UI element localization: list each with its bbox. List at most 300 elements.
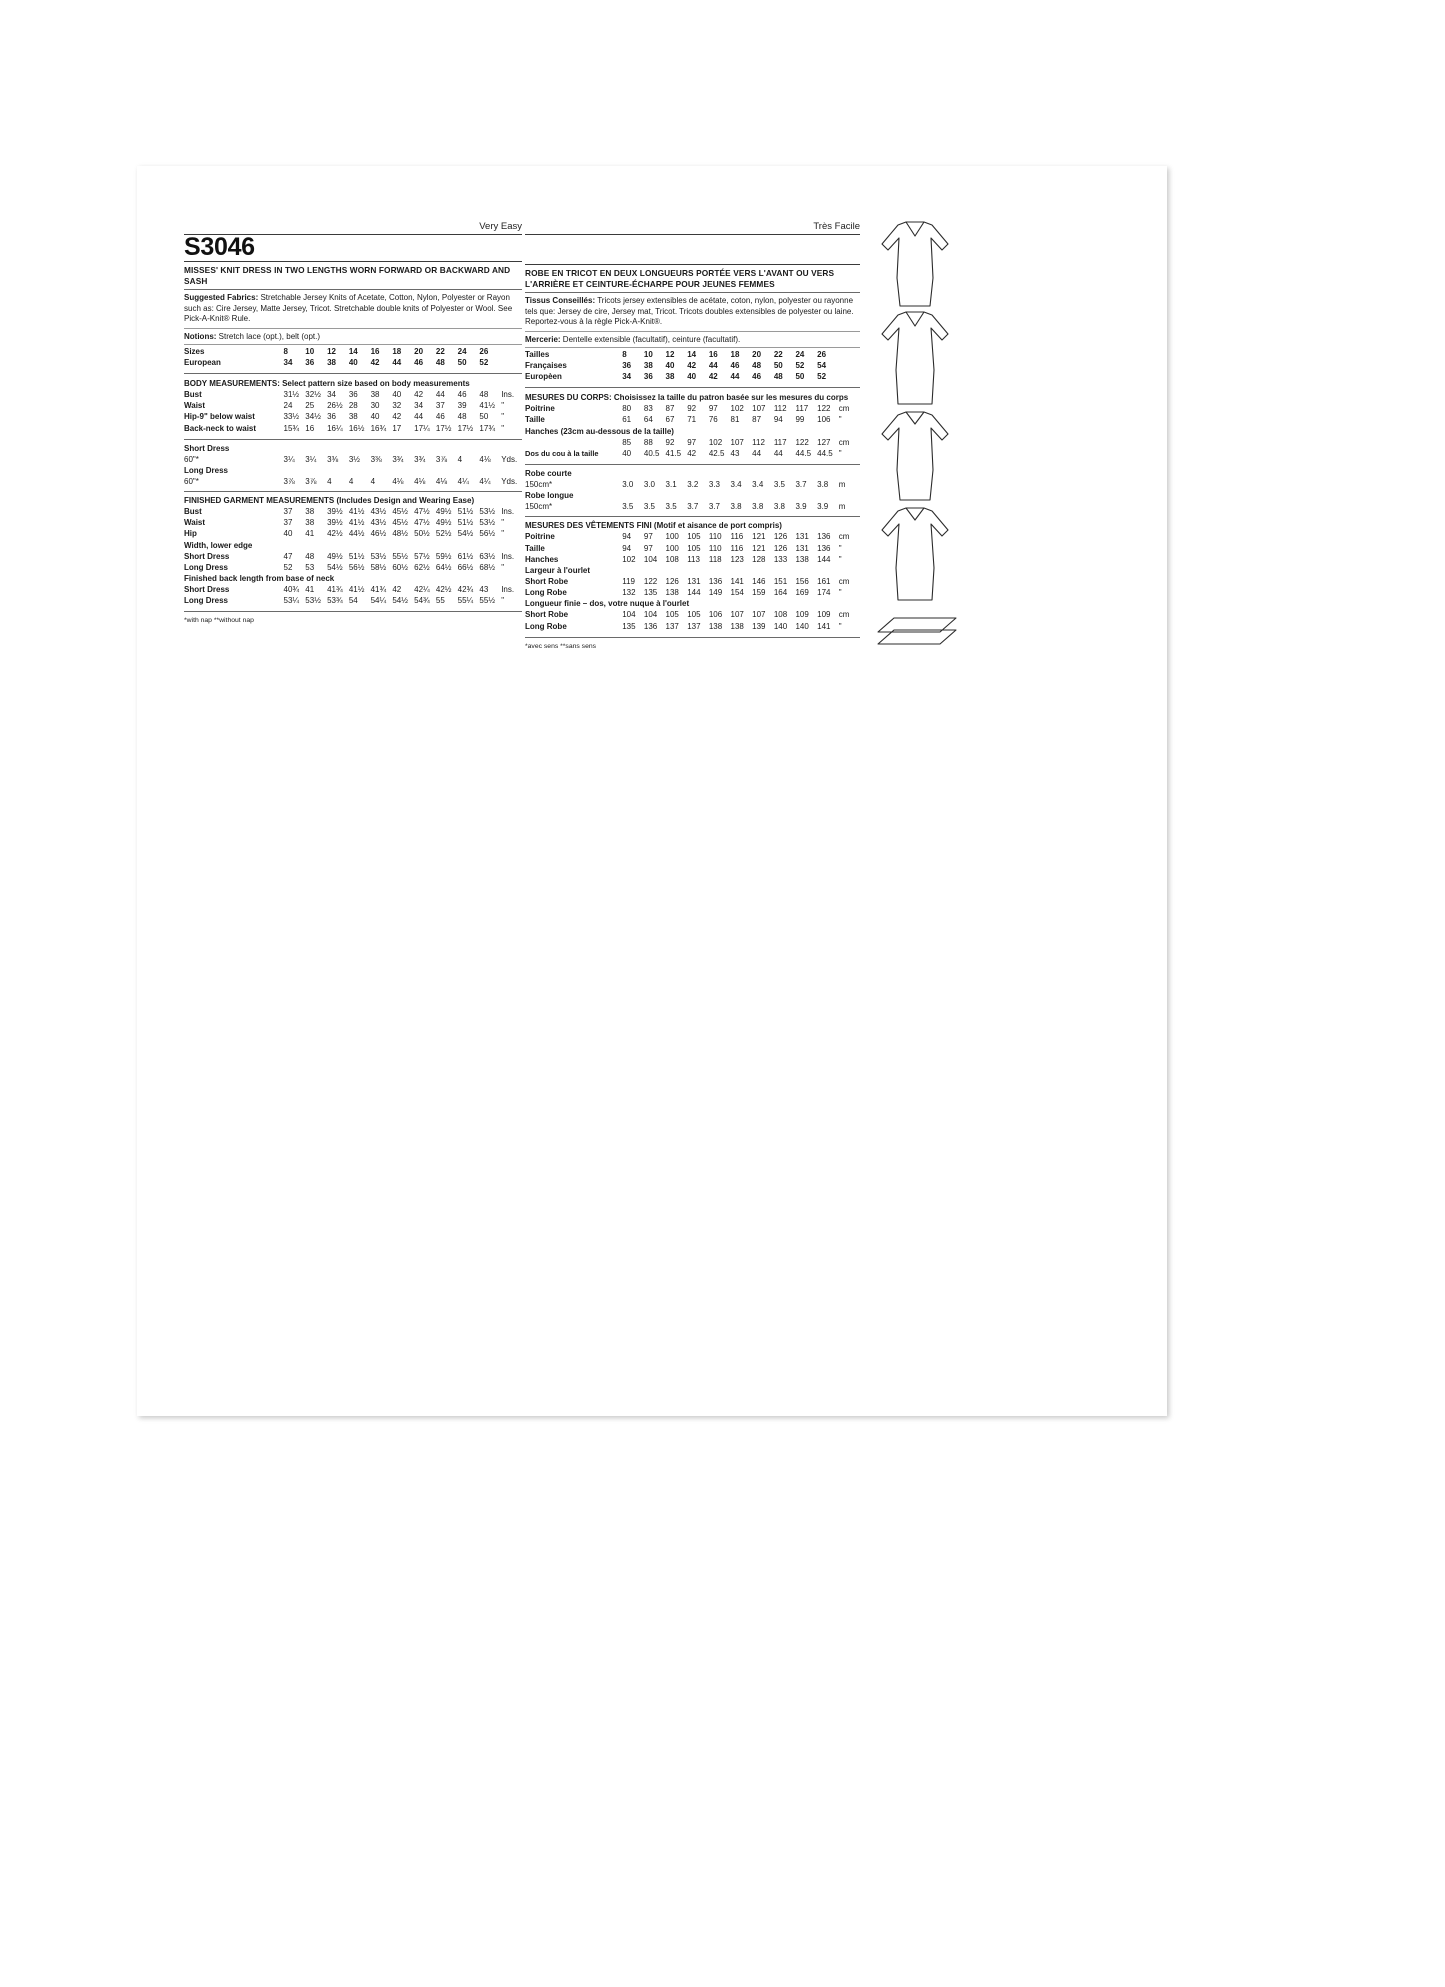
sizes-table bbox=[184, 345, 522, 367]
long-dress-front-view bbox=[876, 308, 954, 408]
body-measurements-table bbox=[184, 389, 522, 434]
french-footnote: *avec sens **sans sens bbox=[525, 637, 860, 650]
cell: 141 bbox=[730, 577, 744, 587]
cell: 116 bbox=[730, 543, 744, 553]
table-row bbox=[184, 476, 522, 487]
cell-unit: m bbox=[838, 502, 846, 512]
row-label: Tailles bbox=[525, 349, 550, 359]
cell: 138 bbox=[665, 588, 679, 598]
cell: 3.8 bbox=[817, 480, 829, 490]
cell: 26 bbox=[479, 346, 489, 356]
table-row bbox=[525, 587, 860, 598]
cell: 46 bbox=[752, 371, 762, 381]
cell: 123 bbox=[730, 554, 744, 564]
cell: 54 bbox=[817, 360, 827, 370]
cell: 51½ bbox=[348, 551, 365, 561]
cell: 30 bbox=[370, 401, 380, 411]
cell: 3¾ bbox=[414, 454, 426, 464]
cell: 42 bbox=[687, 360, 697, 370]
cell: 102 bbox=[708, 437, 723, 447]
cell: 100 bbox=[665, 532, 679, 542]
cell: 87 bbox=[752, 415, 762, 425]
cell: 87 bbox=[665, 404, 675, 414]
cell: 135 bbox=[622, 621, 636, 631]
cell-unit bbox=[501, 345, 522, 356]
cell: 105 bbox=[687, 610, 701, 620]
cell: 54¼ bbox=[370, 596, 387, 606]
cell-unit: Ins. bbox=[501, 585, 515, 595]
cell: 38 bbox=[370, 389, 380, 399]
cell: 127 bbox=[817, 437, 831, 447]
cell: 48 bbox=[435, 357, 445, 367]
tissus-text: Tricots jersey extensibles de acétate, coton, nylon, polyester ou rayonne tels que: Jersey de cire, Jersey mat, Tricot. Tricots doubles extensibles de polyester ou laine. Reportez-vous à la règle Pick-A-Knit®. bbox=[525, 296, 854, 327]
cell: 3¼ bbox=[305, 454, 317, 464]
cell: 68½ bbox=[479, 562, 495, 572]
cell: 41½ bbox=[479, 401, 495, 411]
mesures-corps-table bbox=[525, 403, 860, 459]
cell: 40 bbox=[665, 360, 675, 370]
cell: 132 bbox=[622, 588, 636, 598]
english-subtitle: MISSES' KNIT DRESS IN TWO LENGTHS WORN FORWARD OR BACKWARD AND SASH bbox=[184, 262, 522, 290]
cell: 118 bbox=[708, 554, 722, 564]
cell: 102 bbox=[730, 404, 744, 414]
finished-measurements-table bbox=[184, 506, 522, 540]
notions-label: Notions: bbox=[184, 331, 217, 341]
cell: 3⅞ bbox=[283, 476, 295, 486]
cell: 26½ bbox=[327, 401, 343, 411]
cell: 104 bbox=[643, 610, 658, 620]
metrage-table-longue bbox=[525, 501, 860, 512]
cell: 97 bbox=[643, 532, 653, 542]
cell: 4 bbox=[327, 476, 332, 486]
cell: 46½ bbox=[370, 529, 387, 539]
cell: 41¾ bbox=[327, 585, 343, 595]
cell: 18 bbox=[730, 349, 740, 359]
cell: 36 bbox=[305, 357, 315, 367]
cell: 106 bbox=[817, 415, 831, 425]
row-label: Dos du cou à la taille bbox=[525, 448, 599, 458]
cell: 94 bbox=[773, 415, 783, 425]
cell: 14 bbox=[687, 349, 697, 359]
mesures-vetements-table bbox=[525, 531, 860, 565]
body-measurements-section bbox=[184, 373, 522, 434]
yardage-section bbox=[184, 439, 522, 487]
table-row bbox=[525, 576, 860, 587]
cell: 119 bbox=[622, 577, 635, 587]
cell: 107 bbox=[752, 610, 766, 620]
cell: 88 bbox=[643, 437, 653, 447]
cell-unit bbox=[839, 348, 860, 359]
cell: 94 bbox=[622, 532, 632, 542]
cell: 3¾ bbox=[392, 454, 404, 464]
cell: 15¾ bbox=[283, 423, 300, 433]
cell: 52½ bbox=[435, 529, 452, 539]
cell: 57½ bbox=[414, 551, 430, 561]
cell: 32½ bbox=[305, 389, 321, 399]
row-label: Short Robe bbox=[525, 577, 569, 587]
cell: 25 bbox=[305, 401, 315, 411]
cell: 67 bbox=[665, 415, 675, 425]
row-label: Long Robe bbox=[525, 588, 567, 598]
sash-view bbox=[874, 610, 960, 650]
cell: 40 bbox=[370, 412, 380, 422]
cell: 40 bbox=[348, 357, 358, 367]
cell: 61½ bbox=[457, 551, 474, 561]
cell: 3⅞ bbox=[435, 454, 448, 464]
cell: 4⅛ bbox=[435, 476, 448, 486]
row-label: Long Dress bbox=[184, 596, 229, 606]
cell: 43½ bbox=[370, 507, 387, 517]
metrage-section bbox=[525, 464, 860, 512]
cell: 105 bbox=[665, 610, 679, 620]
cell: 3.5 bbox=[665, 502, 677, 512]
cell: 24 bbox=[457, 346, 467, 356]
cell: 133 bbox=[773, 554, 788, 564]
row-label: Hip bbox=[184, 529, 197, 539]
cell: 8 bbox=[283, 346, 288, 356]
cell: 55½ bbox=[479, 596, 495, 606]
cell: 154 bbox=[730, 588, 744, 598]
cell: 128 bbox=[752, 554, 766, 564]
cell: 10 bbox=[643, 349, 653, 359]
cell: 122 bbox=[643, 577, 658, 587]
table-row-european bbox=[184, 357, 522, 368]
cell: 100 bbox=[665, 543, 679, 553]
cell: 50 bbox=[773, 360, 783, 370]
cell: 37 bbox=[283, 518, 293, 528]
notions-text: Stretch lace (opt.), belt (opt.) bbox=[216, 331, 321, 341]
cell: 48 bbox=[479, 389, 489, 399]
cell: 3.9 bbox=[817, 502, 829, 512]
cell: 64½ bbox=[435, 562, 452, 572]
cell: 34 bbox=[327, 389, 336, 399]
table-row bbox=[184, 517, 522, 528]
english-column bbox=[184, 218, 522, 624]
table-row bbox=[184, 595, 522, 606]
yardage-group-long: Long Dress bbox=[184, 465, 229, 475]
cell: 3.2 bbox=[687, 480, 699, 490]
cell: 16 bbox=[305, 423, 315, 433]
table-row-europeen bbox=[525, 371, 860, 382]
cell: 156 bbox=[795, 577, 809, 587]
cell: 126 bbox=[773, 543, 788, 553]
cell: 16¼ bbox=[327, 423, 343, 433]
table-row bbox=[184, 528, 522, 539]
cell: 42 bbox=[392, 585, 402, 595]
cell: 81 bbox=[730, 415, 740, 425]
cell: 3½ bbox=[348, 454, 360, 464]
cell: 42 bbox=[687, 448, 697, 458]
cell: 42 bbox=[370, 357, 380, 367]
row-label: Short Robe bbox=[525, 610, 569, 620]
tailles-table bbox=[525, 348, 860, 382]
mercerie-text: Dentelle extensible (facultatif), ceinture (facultatif). bbox=[560, 334, 741, 344]
cell: 52 bbox=[479, 357, 489, 367]
table-row bbox=[525, 501, 860, 512]
table-row bbox=[184, 400, 522, 411]
cell: 109 bbox=[817, 610, 831, 620]
cell: 122 bbox=[795, 437, 809, 447]
cell: 3.3 bbox=[708, 480, 720, 490]
cell: 36 bbox=[348, 389, 358, 399]
cell: 54½ bbox=[457, 529, 474, 539]
cell-unit: " bbox=[501, 412, 505, 422]
cell: 36 bbox=[643, 371, 653, 381]
cell: 16 bbox=[708, 349, 718, 359]
cell: 22 bbox=[773, 349, 783, 359]
cell: 40 bbox=[622, 448, 632, 458]
cell: 144 bbox=[687, 588, 701, 598]
cell: 42½ bbox=[435, 585, 452, 595]
cell: 109 bbox=[795, 610, 809, 620]
cell-unit: " bbox=[501, 401, 505, 411]
cell: 43 bbox=[730, 448, 740, 458]
cell: 4⅛ bbox=[479, 454, 491, 464]
cell: 107 bbox=[730, 610, 744, 620]
cell: 47 bbox=[283, 551, 293, 561]
cell: 44½ bbox=[348, 529, 365, 539]
cell: 37 bbox=[283, 507, 293, 517]
cell: 117 bbox=[773, 437, 787, 447]
cell: 122 bbox=[817, 404, 831, 414]
cell: 31½ bbox=[283, 389, 300, 399]
cell-unit: cm bbox=[838, 532, 850, 542]
cell: 80 bbox=[622, 404, 632, 414]
cell: 50 bbox=[479, 412, 489, 422]
cell: 46 bbox=[730, 360, 740, 370]
table-row bbox=[525, 543, 860, 554]
cell: 3.5 bbox=[643, 502, 655, 512]
cell: 3.8 bbox=[773, 502, 785, 512]
cell: 51½ bbox=[457, 507, 474, 517]
cell: 71 bbox=[687, 415, 697, 425]
cell: 17½ bbox=[435, 423, 452, 433]
cell: 44 bbox=[730, 371, 740, 381]
row-label: European bbox=[184, 357, 221, 367]
cell: 41 bbox=[305, 529, 315, 539]
back-length-table bbox=[184, 584, 522, 606]
cell: 62½ bbox=[414, 562, 430, 572]
cell: 40.5 bbox=[643, 448, 660, 458]
cell: 53¾ bbox=[327, 596, 343, 606]
cell: 16 bbox=[370, 346, 380, 356]
cell-unit: cm bbox=[838, 577, 850, 587]
table-row bbox=[184, 389, 522, 400]
cell: 136 bbox=[643, 621, 658, 631]
table-row bbox=[525, 531, 860, 542]
cell: 4¼ bbox=[479, 476, 491, 486]
longueur-finie-table bbox=[525, 609, 860, 631]
difficulty-label-fr: Très Facile bbox=[813, 221, 860, 232]
french-difficulty-row bbox=[525, 218, 860, 235]
cell: 48½ bbox=[392, 529, 408, 539]
cell: 14 bbox=[348, 346, 358, 356]
cell: 38 bbox=[305, 518, 315, 528]
cell: 34 bbox=[622, 371, 632, 381]
cell: 4¼ bbox=[457, 476, 469, 486]
row-label: 60"* bbox=[184, 454, 199, 464]
table-row bbox=[525, 448, 860, 459]
cell: 140 bbox=[773, 621, 788, 631]
cell: 48 bbox=[773, 371, 783, 381]
row-label: 150cm* bbox=[525, 480, 553, 490]
cell: 44.5 bbox=[817, 448, 833, 458]
cell: 12 bbox=[665, 349, 675, 359]
cell-unit: " bbox=[501, 562, 505, 572]
cell: 48 bbox=[457, 412, 467, 422]
mesures-vetements-section bbox=[525, 516, 860, 631]
short-dress-back-view bbox=[876, 408, 954, 504]
largeur-ourlet-heading: Largeur à l'ourlet bbox=[525, 565, 591, 575]
row-label: Taille bbox=[525, 543, 545, 553]
tissus-label: Tissus Conseillés: bbox=[525, 296, 596, 306]
cell: 3.7 bbox=[687, 502, 699, 512]
cell: 39½ bbox=[327, 518, 343, 528]
row-label: Poitrine bbox=[525, 404, 555, 414]
cell: 105 bbox=[687, 543, 701, 553]
cell: 17¾ bbox=[479, 423, 495, 433]
cell: 102 bbox=[622, 554, 636, 564]
row-label: Bust bbox=[184, 389, 202, 399]
cell: 12 bbox=[327, 346, 336, 356]
difficulty-label: Very Easy bbox=[479, 221, 522, 232]
longueur-finie-heading: Longueur finie – dos, votre nuque à l'ourlet bbox=[525, 599, 690, 609]
cell: 41½ bbox=[348, 585, 365, 595]
cell: 17¼ bbox=[414, 423, 430, 433]
cell: 144 bbox=[817, 554, 831, 564]
cell-unit: cm bbox=[838, 437, 850, 447]
cell: 146 bbox=[752, 577, 766, 587]
metrage-group-longue: Robe longue bbox=[525, 491, 574, 501]
cell: 18 bbox=[392, 346, 402, 356]
cell: 3.4 bbox=[730, 480, 742, 490]
cell: 136 bbox=[817, 532, 831, 542]
cell: 161 bbox=[817, 577, 831, 587]
cell: 52 bbox=[283, 562, 293, 572]
cell: 53½ bbox=[479, 518, 495, 528]
cell: 24 bbox=[283, 401, 293, 411]
cell-unit: Yds. bbox=[501, 454, 518, 464]
cell: 99 bbox=[795, 415, 805, 425]
cell-unit bbox=[839, 360, 860, 371]
cell: 10 bbox=[305, 346, 315, 356]
suggested-fabrics bbox=[184, 290, 522, 329]
cell: 40 bbox=[687, 371, 697, 381]
cell: 4 bbox=[457, 454, 463, 464]
cell: 3.5 bbox=[622, 502, 634, 512]
suggested-fabrics-text: Stretchable Jersey Knits of Acetate, Cotton, Nylon, Polyester or Rayon such as: Cire Jersey, Matte Jersey, Tricot. Stretchable double knits of Polyester or Wool. See Pick-A-Knit® Rule. bbox=[184, 293, 513, 324]
cell: 164 bbox=[773, 588, 788, 598]
cell: 54¾ bbox=[414, 596, 430, 606]
cell: 37 bbox=[435, 401, 445, 411]
cell: 42 bbox=[392, 412, 402, 422]
cell: 51½ bbox=[457, 518, 474, 528]
cell: 4 bbox=[348, 476, 354, 486]
cell: 41.5 bbox=[665, 448, 682, 458]
finished-measurements-section bbox=[184, 491, 522, 606]
cell: 3¼ bbox=[283, 454, 295, 464]
cell: 44.5 bbox=[795, 448, 812, 458]
cell: 45½ bbox=[392, 518, 408, 528]
pattern-number: S3046 bbox=[184, 233, 255, 261]
cell: 140 bbox=[795, 621, 809, 631]
cell: 17½ bbox=[457, 423, 474, 433]
cell-unit: " bbox=[838, 588, 842, 598]
row-label: Short Dress bbox=[184, 551, 230, 561]
mesures-du-corps-section bbox=[525, 387, 860, 459]
cell: 106 bbox=[708, 610, 723, 620]
cell: 20 bbox=[752, 349, 762, 359]
row-label: Europèen bbox=[525, 371, 562, 381]
table-row-tailles bbox=[525, 348, 860, 359]
cell: 3.0 bbox=[643, 480, 655, 490]
cell: 4⅛ bbox=[414, 476, 426, 486]
cell: 131 bbox=[687, 577, 701, 587]
cell-unit: " bbox=[501, 529, 505, 539]
row-label: Françaises bbox=[525, 360, 567, 370]
cell-unit: Yds. bbox=[501, 476, 518, 486]
cell-unit: " bbox=[501, 596, 505, 606]
cell: 138 bbox=[708, 621, 723, 631]
cell: 159 bbox=[752, 588, 766, 598]
cell: 53 bbox=[305, 562, 315, 572]
cell: 41½ bbox=[348, 507, 365, 517]
cell-unit: cm bbox=[838, 610, 850, 620]
table-row bbox=[184, 551, 522, 562]
row-label: Long Robe bbox=[525, 621, 567, 631]
body-measurements-heading: BODY MEASUREMENTS: Select pattern size based on body measurements bbox=[184, 378, 470, 388]
table-row bbox=[184, 411, 522, 422]
cell: 126 bbox=[665, 577, 679, 587]
cell: 52 bbox=[795, 360, 805, 370]
row-label-hanches: Hanches (23cm au-dessous de la taille) bbox=[525, 426, 674, 436]
table-row bbox=[525, 403, 860, 414]
cell: 17 bbox=[392, 423, 402, 433]
cell: 48 bbox=[305, 551, 315, 561]
row-label: Waist bbox=[184, 518, 206, 528]
table-row bbox=[184, 562, 522, 573]
cell: 108 bbox=[773, 610, 788, 620]
cell: 47½ bbox=[414, 518, 430, 528]
cell: 34 bbox=[283, 357, 293, 367]
cell: 135 bbox=[643, 588, 658, 598]
cell: 59½ bbox=[435, 551, 452, 561]
cell: 112 bbox=[773, 404, 787, 414]
cell: 53½ bbox=[370, 551, 387, 561]
cell: 3.8 bbox=[730, 502, 742, 512]
cell: 149 bbox=[708, 588, 723, 598]
mercerie-label: Mercerie: bbox=[525, 334, 561, 344]
cell: 3⅞ bbox=[305, 476, 317, 486]
french-column bbox=[525, 218, 860, 650]
cell: 141 bbox=[817, 621, 831, 631]
cell-unit: " bbox=[501, 518, 505, 528]
table-row bbox=[525, 620, 860, 631]
cell: 49½ bbox=[435, 518, 452, 528]
cell: 104 bbox=[622, 610, 636, 620]
table-row bbox=[525, 425, 860, 436]
table-row bbox=[525, 437, 860, 448]
french-header-row bbox=[525, 235, 860, 264]
cell: 39½ bbox=[327, 507, 343, 517]
garment-line-drawings bbox=[872, 218, 982, 658]
suggested-fabrics-label: Suggested Fabrics: bbox=[184, 293, 259, 303]
cell: 97 bbox=[643, 543, 653, 553]
mesures-corps-heading: MESURES DU CORPS: Choisissez la taille du patron basée sur les mesures du corps bbox=[525, 393, 849, 403]
cell: 131 bbox=[795, 532, 809, 542]
row-label: Sizes bbox=[184, 346, 205, 356]
yardage-table-short bbox=[184, 454, 522, 465]
